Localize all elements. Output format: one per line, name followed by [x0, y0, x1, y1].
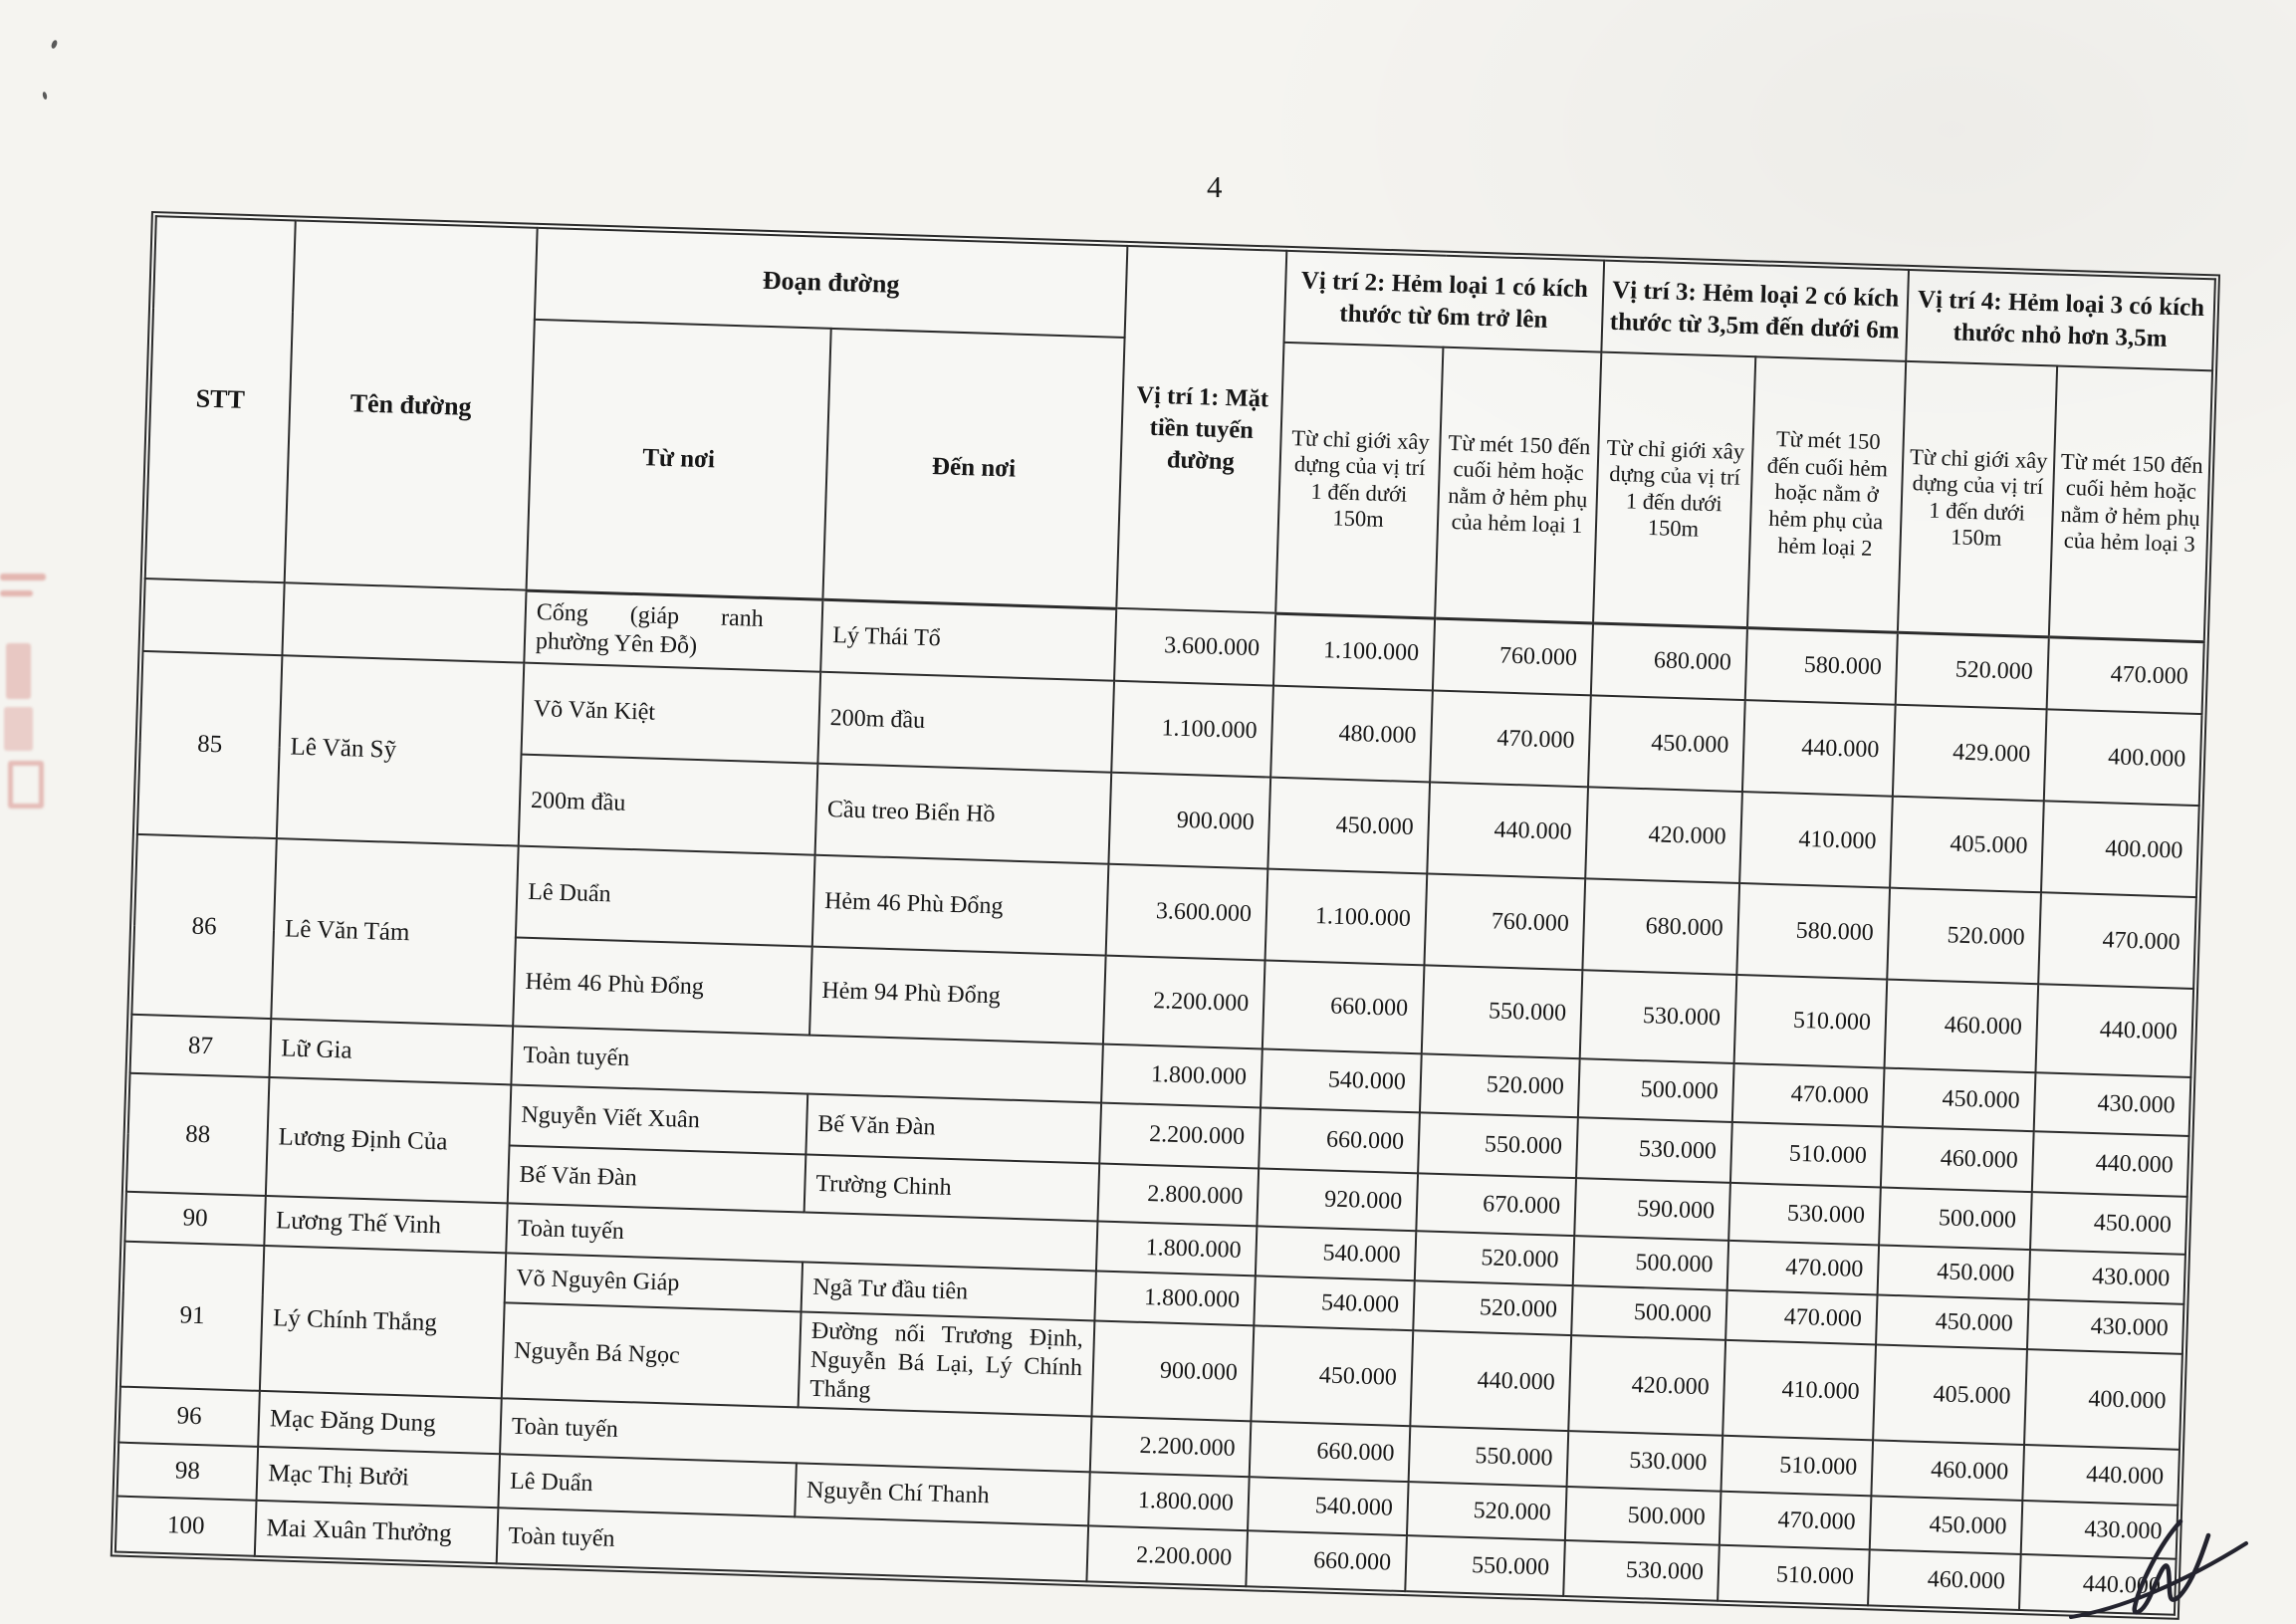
price-cell: 3.600.000: [1114, 608, 1275, 686]
price-cell: 500.000: [1879, 1187, 2032, 1250]
segment-to-cell: Cầu treo Biển Hồ: [815, 764, 1112, 864]
red-stamp-fragment: [0, 574, 46, 580]
stt-cell: 86: [131, 834, 276, 1019]
header-segment: Đoạn đường: [535, 228, 1128, 338]
segment-from-cell: Lê Duẩn: [498, 1455, 797, 1517]
header-pos3-far: Từ mét 150 đến cuối hẻm hoặc nằm ở hẻm phụ của hẻm loại 2: [1747, 356, 1906, 631]
price-cell: 450.000: [1251, 1325, 1413, 1426]
segment-from-cell: Hẻm 46 Phù Đổng: [513, 938, 812, 1036]
price-cell: 520.000: [1896, 632, 2049, 710]
segment-from-cell: Toàn tuyến: [497, 1508, 1088, 1582]
page-number: 4: [1207, 169, 1223, 204]
header-position-2: Vị trí 2: Hẻm loại 1 có kích thước từ 6m trở lên: [1284, 251, 1605, 352]
price-cell: 1.800.000: [1094, 1271, 1255, 1325]
price-cell: 920.000: [1257, 1168, 1418, 1231]
price-cell: 510.000: [1721, 1436, 1873, 1497]
price-cell: 510.000: [1734, 975, 1888, 1068]
price-cell: 530.000: [1728, 1183, 1881, 1246]
price-cell: 1.800.000: [1101, 1044, 1263, 1108]
price-cell: 450.000: [1876, 1294, 2028, 1349]
segment-from-cell: Nguyễn Bá Ngọc: [502, 1302, 802, 1407]
segment-to-cell: Bế Văn Đàn: [805, 1094, 1101, 1164]
price-cell: 500.000: [1565, 1487, 1722, 1545]
price-cell: 410.000: [1739, 792, 1893, 888]
street-name-cell: [282, 582, 526, 662]
price-cell: 510.000: [1730, 1122, 1883, 1188]
segment-from-cell: 200m đầu: [519, 755, 818, 855]
red-stamp-fragment: [4, 707, 33, 751]
street-name-cell: Mai Xuân Thưởng: [255, 1501, 499, 1563]
price-cell: 1.800.000: [1096, 1221, 1257, 1276]
header-position-4: Vị trí 4: Hẻm loại 3 có kích thước nhỏ hơn 3,5m: [1906, 270, 2215, 370]
segment-from-cell: Nguyễn Viết Xuân: [510, 1084, 808, 1154]
price-cell: 400.000: [2024, 1349, 2182, 1450]
stt-cell: 98: [117, 1443, 259, 1501]
price-cell: 450.000: [1878, 1245, 2030, 1299]
price-cell: 760.000: [1433, 618, 1593, 696]
handwritten-signature: [2031, 1513, 2260, 1623]
segment-to-cell: Lý Thái Tổ: [820, 599, 1116, 681]
price-cell: 500.000: [1578, 1058, 1734, 1122]
price-cell: 2.200.000: [1086, 1526, 1248, 1587]
price-cell: 550.000: [1422, 965, 1583, 1058]
table-sheet: [111, 211, 2220, 1620]
price-cell: 470.000: [2047, 636, 2204, 714]
price-cell: 520.000: [1887, 888, 2041, 985]
street-name-cell: Lý Chính Thắng: [260, 1246, 506, 1399]
price-cell: 470.000: [2038, 892, 2196, 989]
segment-to-cell: Trường Chinh: [804, 1155, 1100, 1222]
price-cell: 1.100.000: [1265, 869, 1428, 966]
price-cell: 500.000: [1571, 1285, 1726, 1340]
price-cell: 1.100.000: [1111, 681, 1273, 778]
header-pos2-far: Từ mét 150 đến cuối hẻm hoặc nằm ở hẻm phụ của hẻm loại 1: [1435, 348, 1601, 623]
price-cell: 1.100.000: [1273, 613, 1435, 691]
price-cell: 2.200.000: [1103, 956, 1265, 1049]
price-cell: 470.000: [1725, 1290, 1877, 1345]
header-pos2-near: Từ chỉ giới xây dựng của vị trí 1 đến dưới 150m: [1275, 343, 1443, 618]
segment-from-cell: Cống (giáp ranh phường Yên Đỗ): [524, 590, 822, 672]
street-name-cell: Lương Thế Vinh: [264, 1196, 507, 1253]
street-name-cell: Mạc Đăng Dung: [258, 1391, 502, 1454]
price-cell: 3.600.000: [1106, 864, 1268, 961]
price-cell: 450.000: [1883, 1068, 2036, 1132]
price-cell: 670.000: [1416, 1173, 1576, 1236]
price-cell: 460.000: [1868, 1550, 2021, 1611]
price-cell: 440.000: [1427, 782, 1588, 878]
segment-to-cell: Đường nối Trương Định, Nguyễn Bá Lại, Lý Chính Thắng: [799, 1311, 1095, 1416]
street-name-cell: Lữ Gia: [269, 1019, 513, 1084]
street-name-cell: Lê Văn Sỹ: [277, 655, 525, 845]
price-cell: 430.000: [2027, 1299, 2183, 1354]
price-cell: 400.000: [2044, 709, 2202, 806]
header-stt: STT: [145, 216, 296, 582]
price-cell: 550.000: [1418, 1112, 1578, 1178]
segment-from-cell: Bế Văn Đàn: [508, 1145, 806, 1212]
segment-to-cell: Hẻm 46 Phù Đổng: [812, 855, 1109, 956]
price-cell: 400.000: [2041, 801, 2199, 897]
stt-cell: 88: [126, 1073, 270, 1196]
header-to: Đến nơi: [822, 329, 1124, 608]
price-cell: 500.000: [1573, 1236, 1728, 1290]
header-pos4-near: Từ chỉ giới xây dựng của vị trí 1 đến dưới 150m: [1898, 361, 2057, 637]
segment-from-cell: Toàn tuyến: [500, 1399, 1091, 1473]
header-street-name: Tên đường: [285, 220, 538, 589]
price-cell: 470.000: [1720, 1492, 1872, 1550]
price-cell: 520.000: [1415, 1231, 1574, 1285]
price-cell: 550.000: [1409, 1427, 1569, 1488]
segment-to-cell: Nguyễn Chí Thanh: [795, 1464, 1090, 1526]
price-cell: 2.200.000: [1099, 1103, 1261, 1169]
segment-from-cell: Lê Duẩn: [516, 846, 815, 947]
price-cell: 590.000: [1574, 1178, 1730, 1241]
price-cell: 450.000: [1588, 695, 1745, 792]
price-cell: 540.000: [1248, 1478, 1409, 1536]
price-cell: 470.000: [1430, 691, 1591, 788]
segment-from-cell: Toàn tuyến: [511, 1026, 1103, 1102]
price-cell: 440.000: [1742, 700, 1896, 797]
price-cell: 760.000: [1424, 873, 1585, 970]
header-from: Từ nơi: [527, 320, 831, 599]
price-cell: 450.000: [1267, 778, 1430, 874]
price-cell: 460.000: [1881, 1127, 2034, 1193]
price-cell: 440.000: [2019, 1554, 2177, 1615]
price-cell: 405.000: [1873, 1344, 2027, 1445]
price-cell: 480.000: [1270, 686, 1433, 783]
price-cell: 410.000: [1722, 1340, 1876, 1441]
price-cell: 900.000: [1091, 1320, 1254, 1421]
stt-cell: 91: [120, 1242, 264, 1392]
price-cell: 440.000: [1410, 1330, 1571, 1431]
price-cell: 510.000: [1718, 1545, 1870, 1606]
segment-from-cell: Toàn tuyến: [506, 1203, 1097, 1271]
price-cell: 429.000: [1893, 705, 2047, 802]
price-table-rows: [115, 579, 2204, 1615]
stt-cell: 85: [137, 651, 283, 838]
stt-cell: 100: [115, 1497, 257, 1556]
price-cell: 660.000: [1246, 1531, 1407, 1592]
red-stamp-fragment: [8, 761, 44, 809]
price-cell: 660.000: [1263, 961, 1425, 1054]
price-cell: 660.000: [1250, 1422, 1411, 1483]
price-cell: 530.000: [1567, 1431, 1723, 1492]
price-cell: 520.000: [1413, 1280, 1572, 1335]
segment-to-cell: Ngã Tư đầu tiên: [802, 1262, 1096, 1320]
price-cell: 680.000: [1582, 878, 1739, 975]
price-cell: 430.000: [2034, 1072, 2191, 1136]
price-cell: 540.000: [1256, 1226, 1416, 1280]
price-cell: 470.000: [1732, 1063, 1885, 1127]
price-cell: 420.000: [1568, 1335, 1725, 1436]
price-cell: 680.000: [1591, 622, 1747, 700]
red-stamp-fragment: [0, 590, 33, 596]
scan-speck: [50, 39, 58, 49]
price-cell: 520.000: [1407, 1483, 1567, 1541]
price-cell: 2.800.000: [1097, 1164, 1259, 1227]
price-cell: 580.000: [1736, 883, 1890, 980]
price-cell: 2.200.000: [1090, 1417, 1252, 1478]
price-cell: 1.800.000: [1088, 1473, 1250, 1531]
price-cell: 440.000: [2032, 1131, 2189, 1197]
header-row-groups: [153, 216, 2215, 370]
price-cell: 460.000: [1885, 980, 2039, 1073]
price-cell: 470.000: [1727, 1241, 1879, 1295]
price-cell: 450.000: [1870, 1497, 2023, 1555]
price-cell: 550.000: [1405, 1536, 1565, 1597]
stt-cell: 96: [118, 1387, 260, 1447]
stt-cell: [142, 579, 284, 655]
segment-to-cell: Hẻm 94 Phù Đổng: [809, 947, 1106, 1044]
street-name-cell: Lê Văn Tám: [271, 838, 518, 1026]
price-cell: 660.000: [1259, 1107, 1420, 1173]
price-cell: 460.000: [1871, 1441, 2024, 1502]
segment-from-cell: Võ Nguyên Giáp: [505, 1253, 803, 1311]
header-position-1: Vị trí 1: Mặt tiền tuyến đường: [1116, 246, 1286, 613]
stt-cell: 90: [124, 1192, 265, 1246]
price-cell: 405.000: [1890, 797, 2044, 893]
street-name-cell: Lương Định Của: [266, 1077, 512, 1203]
segment-to-cell: 200m đầu: [817, 672, 1114, 773]
header-position-3: Vị trí 3: Hẻm loại 2 có kích thước từ 3,5m đến dưới 6m: [1601, 261, 1909, 361]
price-cell: 440.000: [2035, 984, 2193, 1077]
price-cell: 900.000: [1108, 773, 1270, 869]
price-cell: 440.000: [2022, 1445, 2180, 1506]
price-cell: 520.000: [1420, 1053, 1580, 1117]
stt-cell: 87: [130, 1015, 272, 1077]
price-cell: 420.000: [1585, 787, 1742, 883]
price-cell: 530.000: [1576, 1117, 1732, 1183]
price-cell: 530.000: [1580, 970, 1737, 1063]
header-pos3-near: Từ chỉ giới xây dựng của vị trí 1 đến dưới 150m: [1593, 352, 1755, 628]
price-cell: 530.000: [1563, 1540, 1720, 1601]
price-cell: 540.000: [1254, 1276, 1414, 1330]
header-pos4-far: Từ mét 150 đến cuối hẻm hoặc nằm ở hẻm phụ của hẻm loại 3: [2049, 366, 2212, 642]
price-cell: 540.000: [1261, 1048, 1422, 1112]
scan-speck: [42, 92, 48, 101]
price-cell: 450.000: [2030, 1192, 2187, 1255]
price-cell: 430.000: [2028, 1250, 2184, 1304]
land-price-table: [115, 215, 2216, 1616]
price-cell: 580.000: [1745, 627, 1898, 705]
price-cell: 430.000: [2021, 1501, 2179, 1559]
segment-from-cell: Võ Văn Kiệt: [522, 663, 821, 764]
red-stamp-fragment: [6, 643, 31, 699]
street-name-cell: Mạc Thị Bưởi: [256, 1447, 500, 1508]
